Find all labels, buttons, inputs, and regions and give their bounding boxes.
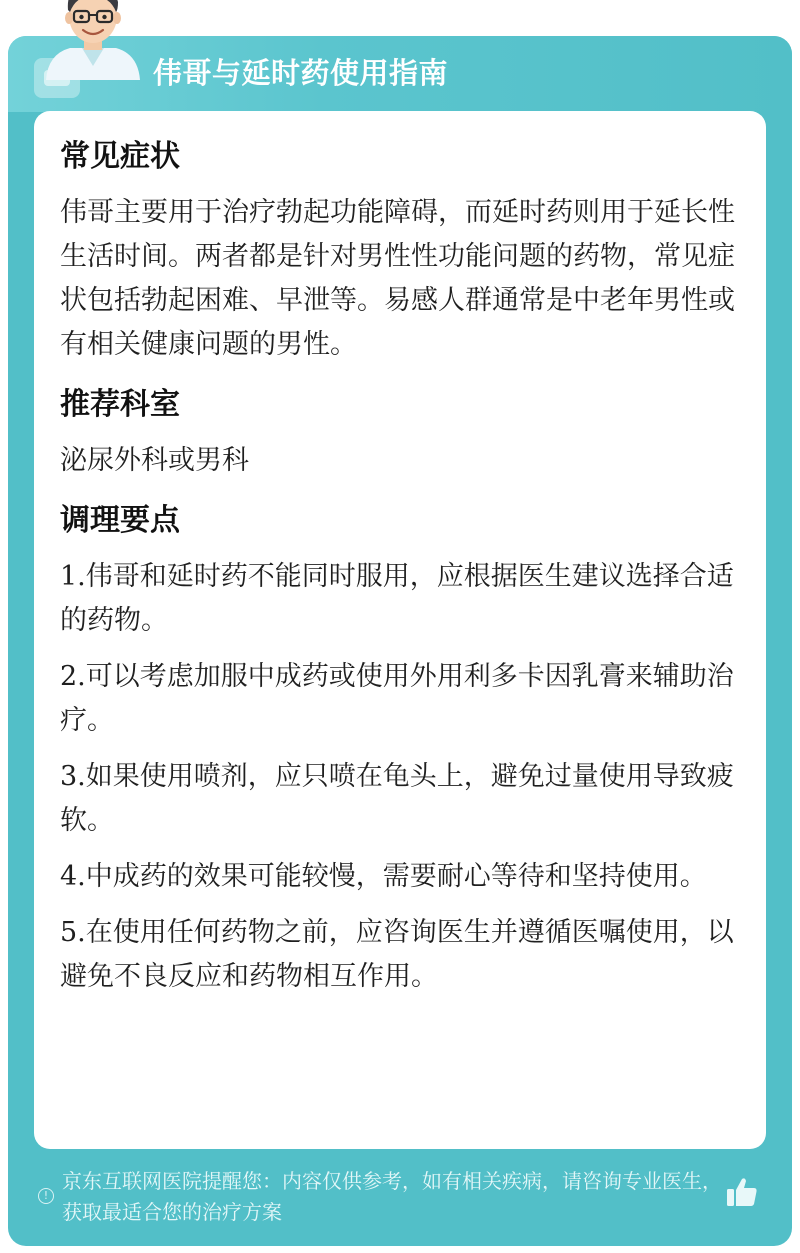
- care-item-text: 伟哥和延时药不能同时服用，应根据医生建议选择合适的药物。: [60, 561, 734, 636]
- section-title-department: 推荐科室: [60, 387, 180, 422]
- section-title-care: 调理要点: [60, 503, 180, 538]
- symptoms-text: 伟哥主要用于治疗勃起功能障碍，而延时药则用于延长性生活时间。两者都是针对男性性功能问题的药物，常见症状包括勃起困难、早泄等。易感人群通常是中老年男性或有相关健康问题的男性。: [60, 197, 735, 360]
- care-item-text: 在使用任何药物之前，应咨询医生并遵循医嘱使用，以避免不良反应和药物相互作用。: [60, 917, 734, 992]
- care-item-text: 中成药的效果可能较慢，需要耐心等待和坚持使用。: [85, 861, 707, 892]
- guide-frame: [8, 36, 792, 1246]
- care-item: [60, 755, 740, 843]
- thumbs-up-icon[interactable]: [724, 1174, 760, 1210]
- footer-disclaimer: 京东互联网医院提醒您：内容仅供参考，如有相关疾病，请咨询专业医生，获取最适合您的治疗方案: [62, 1169, 722, 1224]
- care-item-number: 1.: [60, 561, 86, 592]
- care-list: [60, 555, 740, 999]
- footer: [8, 1158, 792, 1238]
- page-title: 伟哥与延时药使用指南: [153, 56, 449, 90]
- care-item-text: 可以考虑加服中成药或使用外用利多卡因乳膏来辅助治疗。: [60, 661, 734, 736]
- care-item-number: 2.: [60, 661, 86, 692]
- care-item: [60, 855, 740, 899]
- content-card: [34, 111, 766, 1149]
- doctor-avatar-icon: [38, 0, 148, 80]
- care-item: [60, 911, 740, 999]
- info-circle-icon: !: [38, 1188, 54, 1204]
- care-item-number: 4.: [60, 861, 86, 892]
- care-item: [60, 655, 740, 743]
- care-item-number: 3.: [60, 761, 86, 792]
- care-item-number: 5.: [60, 917, 86, 948]
- section-title-symptoms: 常见症状: [60, 139, 180, 174]
- department-text: 泌尿外科或男科: [60, 445, 249, 476]
- care-item: [60, 555, 740, 643]
- care-item-text: 如果使用喷剂，应只喷在龟头上，避免过量使用导致疲软。: [60, 761, 734, 836]
